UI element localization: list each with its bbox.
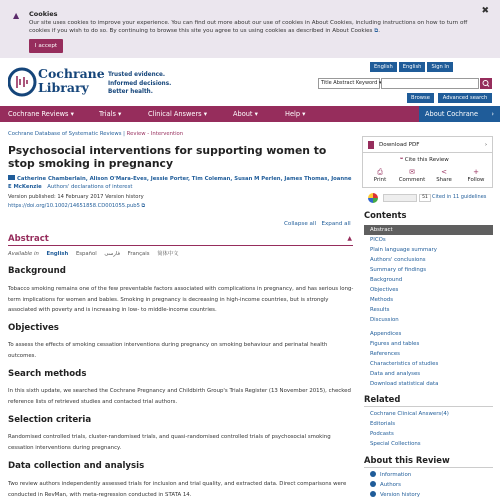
warning-icon: ▲ — [13, 11, 20, 20]
about-heading: About this Review — [364, 455, 450, 465]
toc-item[interactable]: Authors' conclusions — [370, 257, 426, 263]
language-select[interactable]: English — [399, 62, 426, 72]
browse-button[interactable]: Browse — [407, 93, 434, 103]
print-button[interactable]: ⎙ Print — [364, 168, 396, 183]
email-icon[interactable] — [8, 175, 15, 180]
lang-persian[interactable]: فارسی — [104, 251, 120, 257]
download-pdf-button[interactable]: Download PDF › — [363, 137, 492, 153]
sign-in-button[interactable]: Sign In — [427, 62, 453, 72]
contents-list-secondary — [364, 329, 493, 389]
comment-icon: ✉ — [409, 168, 415, 176]
about-list — [364, 470, 493, 500]
about-information[interactable]: Information — [364, 470, 493, 480]
quote-icon: ❝ — [400, 157, 403, 163]
abstract-title: Abstract — [8, 234, 49, 244]
section-text: Tobacco smoking remains one of the few preventable factors associated with complications in pregnancy, and has serious long-term implications for women and babies. Smoking in pregnancy is decreasing in high-income countries, but is strongly associated with poverty and is increasing in low- to middle-income countries. — [8, 286, 354, 313]
altmetric-badge-icon[interactable] — [368, 193, 378, 203]
section-heading: Selection criteria — [8, 415, 92, 425]
tagline-line: Trusted evidence. — [108, 72, 166, 78]
main-nav — [0, 106, 500, 122]
breadcrumb-type: Review - Intervention — [126, 131, 184, 137]
collapse-expand — [284, 221, 351, 227]
section-heading: Background — [8, 266, 66, 276]
toc-item[interactable]: Objectives — [370, 287, 399, 293]
cookie-title: Cookies — [29, 10, 58, 18]
section-text: To assess the effects of smoking cessation interventions during pregnancy on smoking behaviour and perinatal health outcomes. — [8, 342, 328, 359]
nav-trials[interactable]: Trials ▾ — [99, 110, 122, 118]
version-info: Version published: 14 February 2017 Version history — [8, 194, 144, 200]
section-heading: Search methods — [8, 369, 87, 379]
follow-button[interactable]: + Follow — [460, 168, 492, 183]
altmetric — [363, 191, 494, 205]
chevron-right-icon: › — [491, 110, 494, 118]
history-icon — [370, 491, 376, 497]
section-heading: Data collection and analysis — [8, 461, 145, 471]
expand-all-link[interactable]: Expand all — [321, 221, 351, 227]
comment-button[interactable]: ✉ Comment — [396, 168, 428, 183]
language-button[interactable]: English — [370, 62, 397, 72]
author-list[interactable]: Catherine Chamberlain, Alison O'Mara-Eves, Jessie Porter, Tim Coleman, Susan M Perlen, James Thomas, Joanne E McKenzie — [8, 176, 352, 190]
section-text: Two review authors independently assessed trials for inclusion and trial quality, and extracted data. Direct comparisons were conducted in RevMan, with meta-regression conducted in STATA 14. — [8, 481, 347, 498]
doi-link[interactable]: https://doi.org/10.1002/14651858.CD001055.pub5 ⧉ — [8, 203, 146, 209]
divider — [364, 406, 493, 407]
logo-text-library[interactable]: Library — [38, 80, 89, 95]
divider — [364, 467, 493, 468]
chevron-right-icon: › — [485, 142, 487, 148]
related-item[interactable]: Cochrane Clinical Answers(4) — [370, 411, 449, 417]
nav-about[interactable]: About ▾ — [233, 110, 258, 118]
abstract-header[interactable] — [8, 234, 353, 246]
toc-item[interactable]: Results — [370, 307, 390, 313]
toc-item[interactable]: References — [370, 351, 400, 357]
advanced-search-button[interactable]: Advanced search — [438, 93, 492, 103]
people-icon — [370, 481, 376, 487]
toc-item[interactable]: Appendices — [370, 331, 402, 337]
contents-heading: Contents — [364, 210, 407, 220]
lang-spanish[interactable]: Español — [75, 251, 97, 257]
close-icon[interactable]: ✖ — [481, 6, 489, 16]
section-heading: Objectives — [8, 323, 59, 333]
collapse-all-link[interactable]: Collapse all — [284, 221, 317, 227]
chevron-up-icon[interactable]: ▲ — [347, 235, 352, 242]
toc-item[interactable]: PICOs — [370, 237, 386, 243]
nav-about-cochrane[interactable]: About Cochrane › — [419, 106, 500, 122]
toc-item[interactable]: Figures and tables — [370, 341, 420, 347]
toc-item[interactable]: Characteristics of studies — [370, 361, 439, 367]
page-title: Psychosocial interventions for supporting women to stop smoking in pregnancy — [8, 144, 327, 170]
tagline-line: Informed decisions. — [108, 80, 172, 87]
metric-count[interactable]: 51 — [419, 194, 431, 202]
search-icon — [480, 78, 492, 89]
related-heading: Related — [364, 394, 401, 404]
related-list — [364, 409, 493, 449]
toc-item[interactable]: Methods — [370, 297, 394, 303]
tagline — [108, 71, 171, 97]
contents-list — [364, 225, 493, 325]
share-button[interactable]: < Share — [428, 168, 460, 183]
cited-guidelines-link[interactable]: Cited in 11 guidelines — [432, 194, 487, 200]
declarations-link[interactable]: Authors' declarations of interest — [47, 184, 133, 190]
section-text: Randomised controlled trials, cluster-randomised trials, and quasi-randomised controlled trials of psychosocial smoking cessation interventions during pregnancy. — [8, 434, 331, 451]
breadcrumb-journal[interactable]: Cochrane Database of Systematic Reviews — [8, 131, 122, 137]
info-icon — [370, 471, 376, 477]
search-button[interactable] — [480, 78, 492, 89]
cite-button[interactable]: ❝ Cite this Review — [400, 157, 449, 163]
toc-item[interactable]: Discussion — [370, 317, 399, 323]
nav-help[interactable]: Help ▾ — [285, 110, 306, 118]
search-field-select[interactable]: Title Abstract Keyword ▾ — [318, 78, 380, 89]
about-authors[interactable]: Authors — [364, 480, 493, 490]
nav-cochrane-reviews[interactable]: Cochrane Reviews ▾ — [8, 110, 74, 118]
toc-item[interactable]: Data and analyses — [370, 371, 421, 377]
lang-chinese[interactable]: 简体中文 — [157, 251, 179, 257]
available-in-label: Available in — [8, 251, 39, 257]
print-icon: ⎙ — [377, 168, 383, 176]
available-languages — [8, 249, 184, 257]
lang-english[interactable]: English — [46, 251, 69, 257]
about-version-history[interactable]: Version history — [364, 490, 493, 500]
breadcrumb: Cochrane Database of Systematic Reviews | Review - Intervention — [8, 131, 184, 137]
related-item[interactable]: Editorials — [370, 421, 396, 427]
cookie-text: Our site uses cookies to improve your experience. You can find out more about our use of cookies in About Cookies, including instructions on how to turn off cookies if you wish to do so. By continuing to browse this site you agree to us using cookies as described in About Cookies ⧉. — [29, 20, 468, 34]
language-bar — [370, 62, 453, 72]
about-cookies-link-icon[interactable]: ⧉ — [374, 28, 379, 34]
authors — [8, 175, 353, 191]
toc-item[interactable]: Plain language summary — [370, 247, 437, 253]
section-text: In this sixth update, we searched the Cochrane Pregnancy and Childbirth Group's Trials Register (13 November 2015), checked reference lists of retrieved studies and contacted trial authors. — [8, 388, 351, 405]
related-item[interactable]: Podcasts — [370, 431, 394, 437]
logo-text-cochrane[interactable]: Cochrane — [38, 66, 105, 81]
nav-clinical-answers[interactable]: Clinical Answers ▾ — [148, 110, 207, 118]
tagline-line: Better health. — [108, 89, 153, 95]
cookie-banner — [0, 0, 500, 58]
toc-item[interactable]: Abstract — [364, 225, 493, 235]
accept-cookies-button[interactable]: I accept — [29, 39, 63, 53]
lang-french[interactable]: Français — [127, 251, 150, 257]
dimensions-bar[interactable] — [383, 194, 417, 202]
share-icon: < — [441, 168, 447, 176]
search-input[interactable] — [381, 78, 479, 89]
related-item[interactable]: Special Collections — [370, 441, 421, 447]
toc-item[interactable]: Summary of findings — [370, 267, 427, 273]
toc-item[interactable]: Background — [370, 277, 403, 283]
toc-item[interactable]: Download statistical data — [370, 381, 439, 387]
pdf-icon — [368, 141, 374, 149]
plus-icon: + — [473, 168, 479, 176]
